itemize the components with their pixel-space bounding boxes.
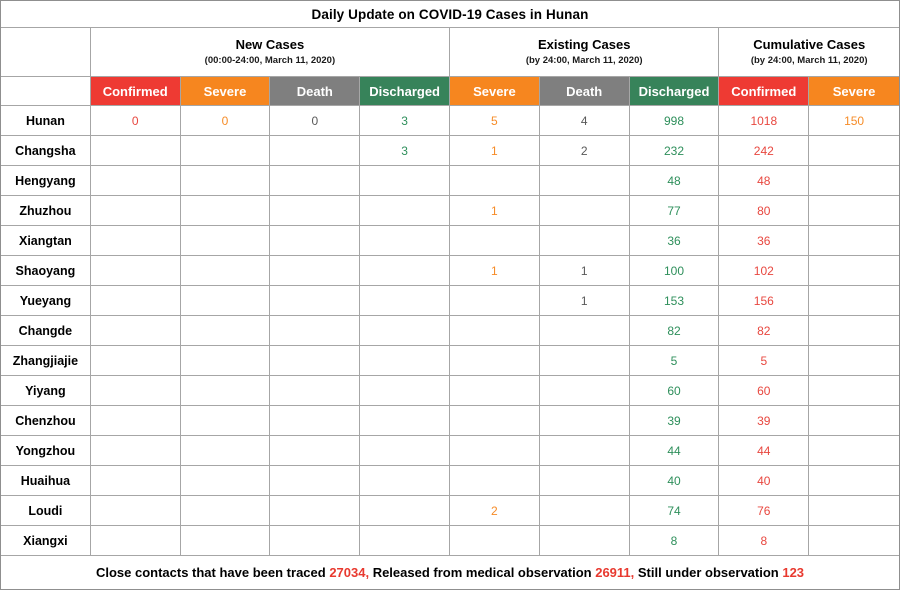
value-cell: 3 — [360, 136, 450, 166]
value-cell — [91, 256, 181, 286]
group-header — [719, 28, 899, 77]
value-cell: 232 — [630, 136, 720, 166]
value-cell — [809, 286, 899, 316]
corner-cell-sub — [1, 77, 91, 106]
value-cell — [450, 316, 540, 346]
value-cell — [450, 466, 540, 496]
value-cell: 1018 — [719, 106, 809, 136]
value-cell: 153 — [630, 286, 720, 316]
value-cell: 82 — [719, 316, 809, 346]
value-cell — [181, 436, 271, 466]
value-cell: 100 — [630, 256, 720, 286]
value-cell — [181, 526, 271, 556]
value-cell — [91, 496, 181, 526]
footer-number: 27034, — [329, 565, 370, 580]
value-cell — [540, 316, 630, 346]
column-header-confirmed: Confirmed — [91, 77, 181, 106]
value-cell — [181, 256, 271, 286]
value-cell: 0 — [270, 106, 360, 136]
value-cell — [270, 196, 360, 226]
value-cell: 40 — [719, 466, 809, 496]
value-cell: 48 — [630, 166, 720, 196]
group-header — [91, 28, 450, 77]
value-cell: 44 — [630, 436, 720, 466]
region-cell: Loudi — [1, 496, 91, 526]
value-cell: 150 — [809, 106, 899, 136]
value-cell — [360, 496, 450, 526]
value-cell — [181, 496, 271, 526]
footer-text: Still under observation — [634, 565, 783, 580]
value-cell — [360, 376, 450, 406]
value-cell — [360, 226, 450, 256]
value-cell — [270, 526, 360, 556]
value-cell — [540, 166, 630, 196]
value-cell — [809, 526, 899, 556]
value-cell — [809, 136, 899, 166]
value-cell — [181, 406, 271, 436]
value-cell — [809, 466, 899, 496]
value-cell — [181, 166, 271, 196]
value-cell: 1 — [540, 256, 630, 286]
value-cell — [450, 406, 540, 436]
column-header-death: Death — [540, 77, 630, 106]
region-cell: Changsha — [1, 136, 91, 166]
value-cell — [270, 496, 360, 526]
value-cell — [270, 346, 360, 376]
group-header-label: New Cases — [235, 36, 305, 52]
value-cell — [540, 376, 630, 406]
value-cell: 82 — [630, 316, 720, 346]
value-cell — [91, 196, 181, 226]
value-cell — [270, 226, 360, 256]
value-cell — [91, 136, 181, 166]
value-cell: 5 — [719, 346, 809, 376]
value-cell: 60 — [719, 376, 809, 406]
region-cell: Yiyang — [1, 376, 91, 406]
group-header-date: (by 24:00, March 11, 2020) — [525, 55, 643, 67]
value-cell — [181, 376, 271, 406]
value-cell: 40 — [630, 466, 720, 496]
column-header-death: Death — [270, 77, 360, 106]
value-cell — [809, 376, 899, 406]
region-cell: Huaihua — [1, 466, 91, 496]
group-header-label: Cumulative Cases — [753, 36, 866, 52]
value-cell — [360, 466, 450, 496]
value-cell — [270, 316, 360, 346]
value-cell — [540, 436, 630, 466]
region-cell: Changde — [1, 316, 91, 346]
value-cell — [809, 436, 899, 466]
region-cell: Xiangxi — [1, 526, 91, 556]
value-cell — [181, 466, 271, 496]
value-cell — [540, 406, 630, 436]
group-header-label: Existing Cases — [537, 36, 631, 52]
value-cell — [91, 286, 181, 316]
value-cell: 74 — [630, 496, 720, 526]
value-cell — [270, 166, 360, 196]
value-cell — [360, 316, 450, 346]
value-cell — [450, 166, 540, 196]
value-cell: 1 — [540, 286, 630, 316]
value-cell: 3 — [360, 106, 450, 136]
value-cell — [270, 256, 360, 286]
value-cell — [270, 376, 360, 406]
value-cell — [181, 136, 271, 166]
value-cell — [270, 436, 360, 466]
value-cell — [540, 526, 630, 556]
value-cell — [91, 526, 181, 556]
value-cell — [360, 346, 450, 376]
value-cell: 5 — [450, 106, 540, 136]
value-cell — [91, 226, 181, 256]
value-cell — [809, 226, 899, 256]
value-cell: 242 — [719, 136, 809, 166]
value-cell: 77 — [630, 196, 720, 226]
value-cell: 0 — [181, 106, 271, 136]
value-cell — [270, 136, 360, 166]
footer-text: Released from medical observation — [369, 565, 596, 580]
value-cell — [91, 316, 181, 346]
value-cell — [91, 436, 181, 466]
value-cell: 2 — [540, 136, 630, 166]
region-cell: Hengyang — [1, 166, 91, 196]
region-cell: Hunan — [1, 106, 91, 136]
value-cell — [181, 346, 271, 376]
value-cell — [360, 196, 450, 226]
value-cell — [91, 166, 181, 196]
value-cell — [450, 286, 540, 316]
value-cell — [809, 196, 899, 226]
value-cell — [540, 346, 630, 376]
value-cell: 5 — [630, 346, 720, 376]
value-cell: 60 — [630, 376, 720, 406]
footer-number: 26911, — [595, 565, 635, 580]
value-cell — [809, 316, 899, 346]
group-header — [450, 28, 719, 77]
column-header-discharged: Discharged — [360, 77, 450, 106]
column-header-severe: Severe — [181, 77, 271, 106]
value-cell — [270, 466, 360, 496]
value-cell: 998 — [630, 106, 720, 136]
value-cell — [450, 376, 540, 406]
value-cell: 39 — [630, 406, 720, 436]
value-cell — [360, 286, 450, 316]
value-cell: 39 — [719, 406, 809, 436]
value-cell — [360, 406, 450, 436]
column-header-confirmed: Confirmed — [719, 77, 809, 106]
value-cell — [270, 286, 360, 316]
value-cell — [181, 196, 271, 226]
value-cell: 1 — [450, 136, 540, 166]
region-cell: Xiangtan — [1, 226, 91, 256]
footer-text: Close contacts that have been traced — [95, 565, 330, 580]
value-cell — [181, 286, 271, 316]
value-cell — [270, 406, 360, 436]
value-cell — [360, 436, 450, 466]
region-cell: Yongzhou — [1, 436, 91, 466]
value-cell — [809, 346, 899, 376]
value-cell: 80 — [719, 196, 809, 226]
value-cell: 1 — [450, 196, 540, 226]
column-header-severe: Severe — [809, 77, 899, 106]
value-cell — [540, 466, 630, 496]
value-cell: 48 — [719, 166, 809, 196]
value-cell: 4 — [540, 106, 630, 136]
value-cell — [540, 196, 630, 226]
value-cell — [181, 316, 271, 346]
value-cell — [450, 436, 540, 466]
value-cell — [450, 526, 540, 556]
value-cell — [809, 166, 899, 196]
value-cell — [809, 256, 899, 286]
value-cell: 36 — [719, 226, 809, 256]
table-title: Daily Update on COVID-19 Cases in Hunan — [1, 1, 899, 28]
region-cell: Zhangjiajie — [1, 346, 91, 376]
column-header-severe: Severe — [450, 77, 540, 106]
region-cell: Shaoyang — [1, 256, 91, 286]
value-cell: 8 — [719, 526, 809, 556]
value-cell — [540, 226, 630, 256]
value-cell — [360, 256, 450, 286]
group-header-date: (by 24:00, March 11, 2020) — [750, 55, 868, 67]
value-cell — [540, 496, 630, 526]
value-cell — [809, 406, 899, 436]
value-cell — [450, 226, 540, 256]
value-cell: 36 — [630, 226, 720, 256]
value-cell — [91, 466, 181, 496]
value-cell: 44 — [719, 436, 809, 466]
value-cell — [181, 226, 271, 256]
value-cell — [91, 376, 181, 406]
region-cell: Yueyang — [1, 286, 91, 316]
region-cell: Chenzhou — [1, 406, 91, 436]
region-cell: Zhuzhou — [1, 196, 91, 226]
value-cell: 2 — [450, 496, 540, 526]
footer-note — [1, 556, 899, 589]
corner-cell-top — [1, 28, 91, 77]
value-cell: 0 — [91, 106, 181, 136]
value-cell — [360, 166, 450, 196]
value-cell: 8 — [630, 526, 720, 556]
value-cell: 1 — [450, 256, 540, 286]
footer-number: 123 — [782, 565, 805, 580]
value-cell — [450, 346, 540, 376]
group-header-date: (00:00-24:00, March 11, 2020) — [204, 55, 336, 67]
value-cell: 76 — [719, 496, 809, 526]
value-cell — [91, 406, 181, 436]
value-cell — [91, 346, 181, 376]
value-cell — [360, 526, 450, 556]
value-cell: 102 — [719, 256, 809, 286]
column-header-discharged: Discharged — [630, 77, 720, 106]
value-cell — [809, 496, 899, 526]
value-cell: 156 — [719, 286, 809, 316]
